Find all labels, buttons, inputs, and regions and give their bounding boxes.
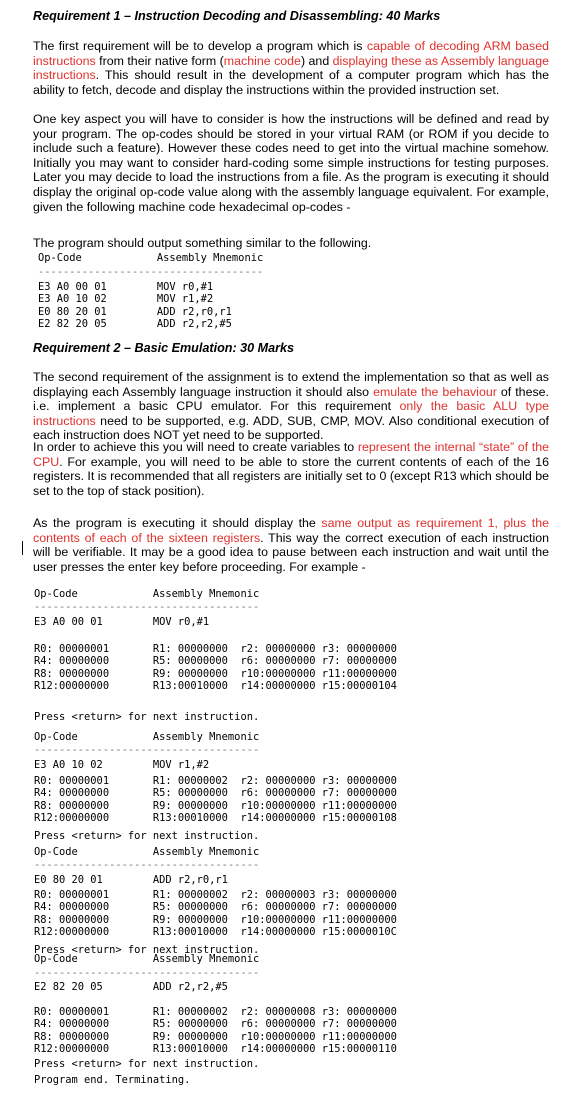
paragraph-text: of these. i.e. implement a basic CPU emulator. For this requirement [33, 384, 549, 414]
emu-step-1-instr: E3 A0 00 01 MOV r0,#1 [34, 616, 210, 628]
highlighted-text: displaying these as Assembly language instructions [33, 53, 549, 83]
req2-heading: Requirement 2 – Basic Emulation: 30 Marks [33, 341, 295, 355]
emu-step-3-regs: R0: 00000001 R1: 00000002 r2: 00000003 r3: 00000000 R4: 00000000 R5: 00000000 r6: 00000000 r7: 00000000 R8: 00000000 R9: 00000000 r10:00000000 r11:00000000 R12:00000000 R13:00010000 r14:00000000 r15:0000010C [34, 889, 397, 939]
emu-divider-1: ------------------------------------ [34, 601, 260, 613]
req1-para2: One key aspect you will have to consider is how the instructions will be defined and read by your program. The op-codes should be stored in your virtual RAM (or ROM if you decide to include such a feature). However these codes need to get into the virtual machine somehow. Initially you may want to consider hard-coding some simple instructions for testing purposes. Later you may decide to load the instructions from a file. As the program is executing it should display the original op-code value along with the assembly language equivalent. For example, given the following machine code hexadecimal op-codes - [33, 112, 549, 214]
highlighted-text: capable of decoding ARM based instructions [33, 39, 549, 68]
emu-step-2-instr: E3 A0 10 02 MOV r1,#2 [34, 759, 210, 771]
paragraph-text: The first requirement will be to develop a program which is [33, 39, 367, 53]
req1-heading: Requirement 1 – Instruction Decoding and Disassembling: 40 Marks [33, 9, 441, 23]
paragraph-text: In order to achieve this you will need to create variables to [33, 440, 358, 454]
paragraph-text: need to be supported, e.g. ADD, SUB, CMP, MOV. Also conditional execution of each instruction does NOT yet need to be supported. [33, 413, 549, 443]
req2-para2 [33, 440, 549, 498]
req1-para3: The program should output something similar to the following. [33, 236, 372, 250]
highlighted-text: emulate the behaviour [373, 384, 497, 399]
paragraph-text: The second requirement of the assignment is to extend the implementation so that as well as displaying each Assembly language instruction it should also [33, 370, 549, 399]
emu-header-4: Op-Code Assembly Mnemonic [34, 953, 260, 965]
emu-step-1-regs: R0: 00000001 R1: 00000000 r2: 00000000 r3: 00000000 R4: 00000000 R5: 00000000 r6: 00000000 r7: 00000000 R8: 00000000 R9: 00000000 r10:00000000 r11:00000000 R12:00000000 R13:00010000 r14:00000000 r15:00000104 [34, 643, 397, 693]
req1-table-divider: ------------------------------------ [38, 266, 264, 278]
req2-para3 [33, 516, 549, 574]
paragraph-text: As the program is executing it should display the [33, 516, 322, 530]
highlighted-text: only the basic ALU type instructions [33, 399, 549, 428]
emu-divider-4: ------------------------------------ [34, 967, 260, 979]
emu-header-3: Op-Code Assembly Mnemonic [34, 846, 260, 858]
emu-divider-3: ------------------------------------ [34, 859, 260, 871]
emu-step-2-regs: R0: 00000001 R1: 00000002 r2: 00000000 r3: 00000000 R4: 00000000 R5: 00000000 r6: 00000000 r7: 00000000 R8: 00000000 R9: 00000000 r10:00000000 r11:00000000 R12:00000000 R13:00010000 r14:00000000 r15:00000108 [34, 775, 397, 825]
paragraph-text: . This way the correct execution of each instruction will be verifiable. It may be a good idea to pause between each instruction and wait until the user presses the enter key before proceeding. For example - [33, 530, 549, 574]
emu-prompt-1: Press <return> for next instruction. [34, 711, 260, 723]
text-cursor [22, 541, 23, 555]
emu-prompt-4: Press <return> for next instruction. [34, 1058, 260, 1070]
req1-table-header: Op-Code Assembly Mnemonic [38, 252, 264, 264]
emu-step-3-instr: E0 80 20 01 ADD r2,r0,r1 [34, 874, 228, 886]
emu-divider-2: ------------------------------------ [34, 744, 260, 756]
highlighted-text: represent the internal “state” of the CPU [33, 440, 549, 469]
emu-header-2: Op-Code Assembly Mnemonic [34, 731, 260, 743]
req1-table-rows: E3 A0 00 01 MOV r0,#1 E3 A0 10 02 MOV r1,#2 E0 80 20 01 ADD r2,r0,r1 E2 82 20 05 ADD r2,r2,#5 [38, 281, 232, 331]
highlighted-text: machine code [223, 53, 301, 68]
emu-step-4-instr: E2 82 20 05 ADD r2,r2,#5 [34, 981, 228, 993]
emu-step-4-regs: R0: 00000001 R1: 00000002 r2: 00000008 r3: 00000000 R4: 00000000 R5: 00000000 r6: 00000000 r7: 00000000 R8: 00000000 R9: 00000000 r10:00000000 r11:00000000 R12:00000000 R13:00010000 r14:00000000 r15:00000110 [34, 1006, 397, 1056]
emu-header-1: Op-Code Assembly Mnemonic [34, 588, 260, 600]
paragraph-text: . For example, you will need to be able to store the current contents of each of the 16 registers. It is recommended that all registers are initially set to 0 (except R13 which should be set to the top of stack position). [33, 454, 549, 498]
req1-para1 [33, 39, 549, 107]
emu-end-message: Program end. Terminating. [34, 1074, 191, 1086]
paragraph-text: ) and [300, 53, 333, 68]
emu-prompt-3: Press <return> for next instruction. [34, 944, 260, 956]
paragraph-text: . This should result in the development of a computer program which has the ability to fetch, decode and display the instructions within the provided instruction set. [33, 68, 549, 97]
highlighted-text: same output as requirement 1, plus the contents of each of the sixteen registers [33, 516, 549, 545]
req2-para1 [33, 370, 549, 443]
paragraph-text: from their native form ( [95, 53, 224, 68]
emu-prompt-2: Press <return> for next instruction. [34, 830, 260, 842]
